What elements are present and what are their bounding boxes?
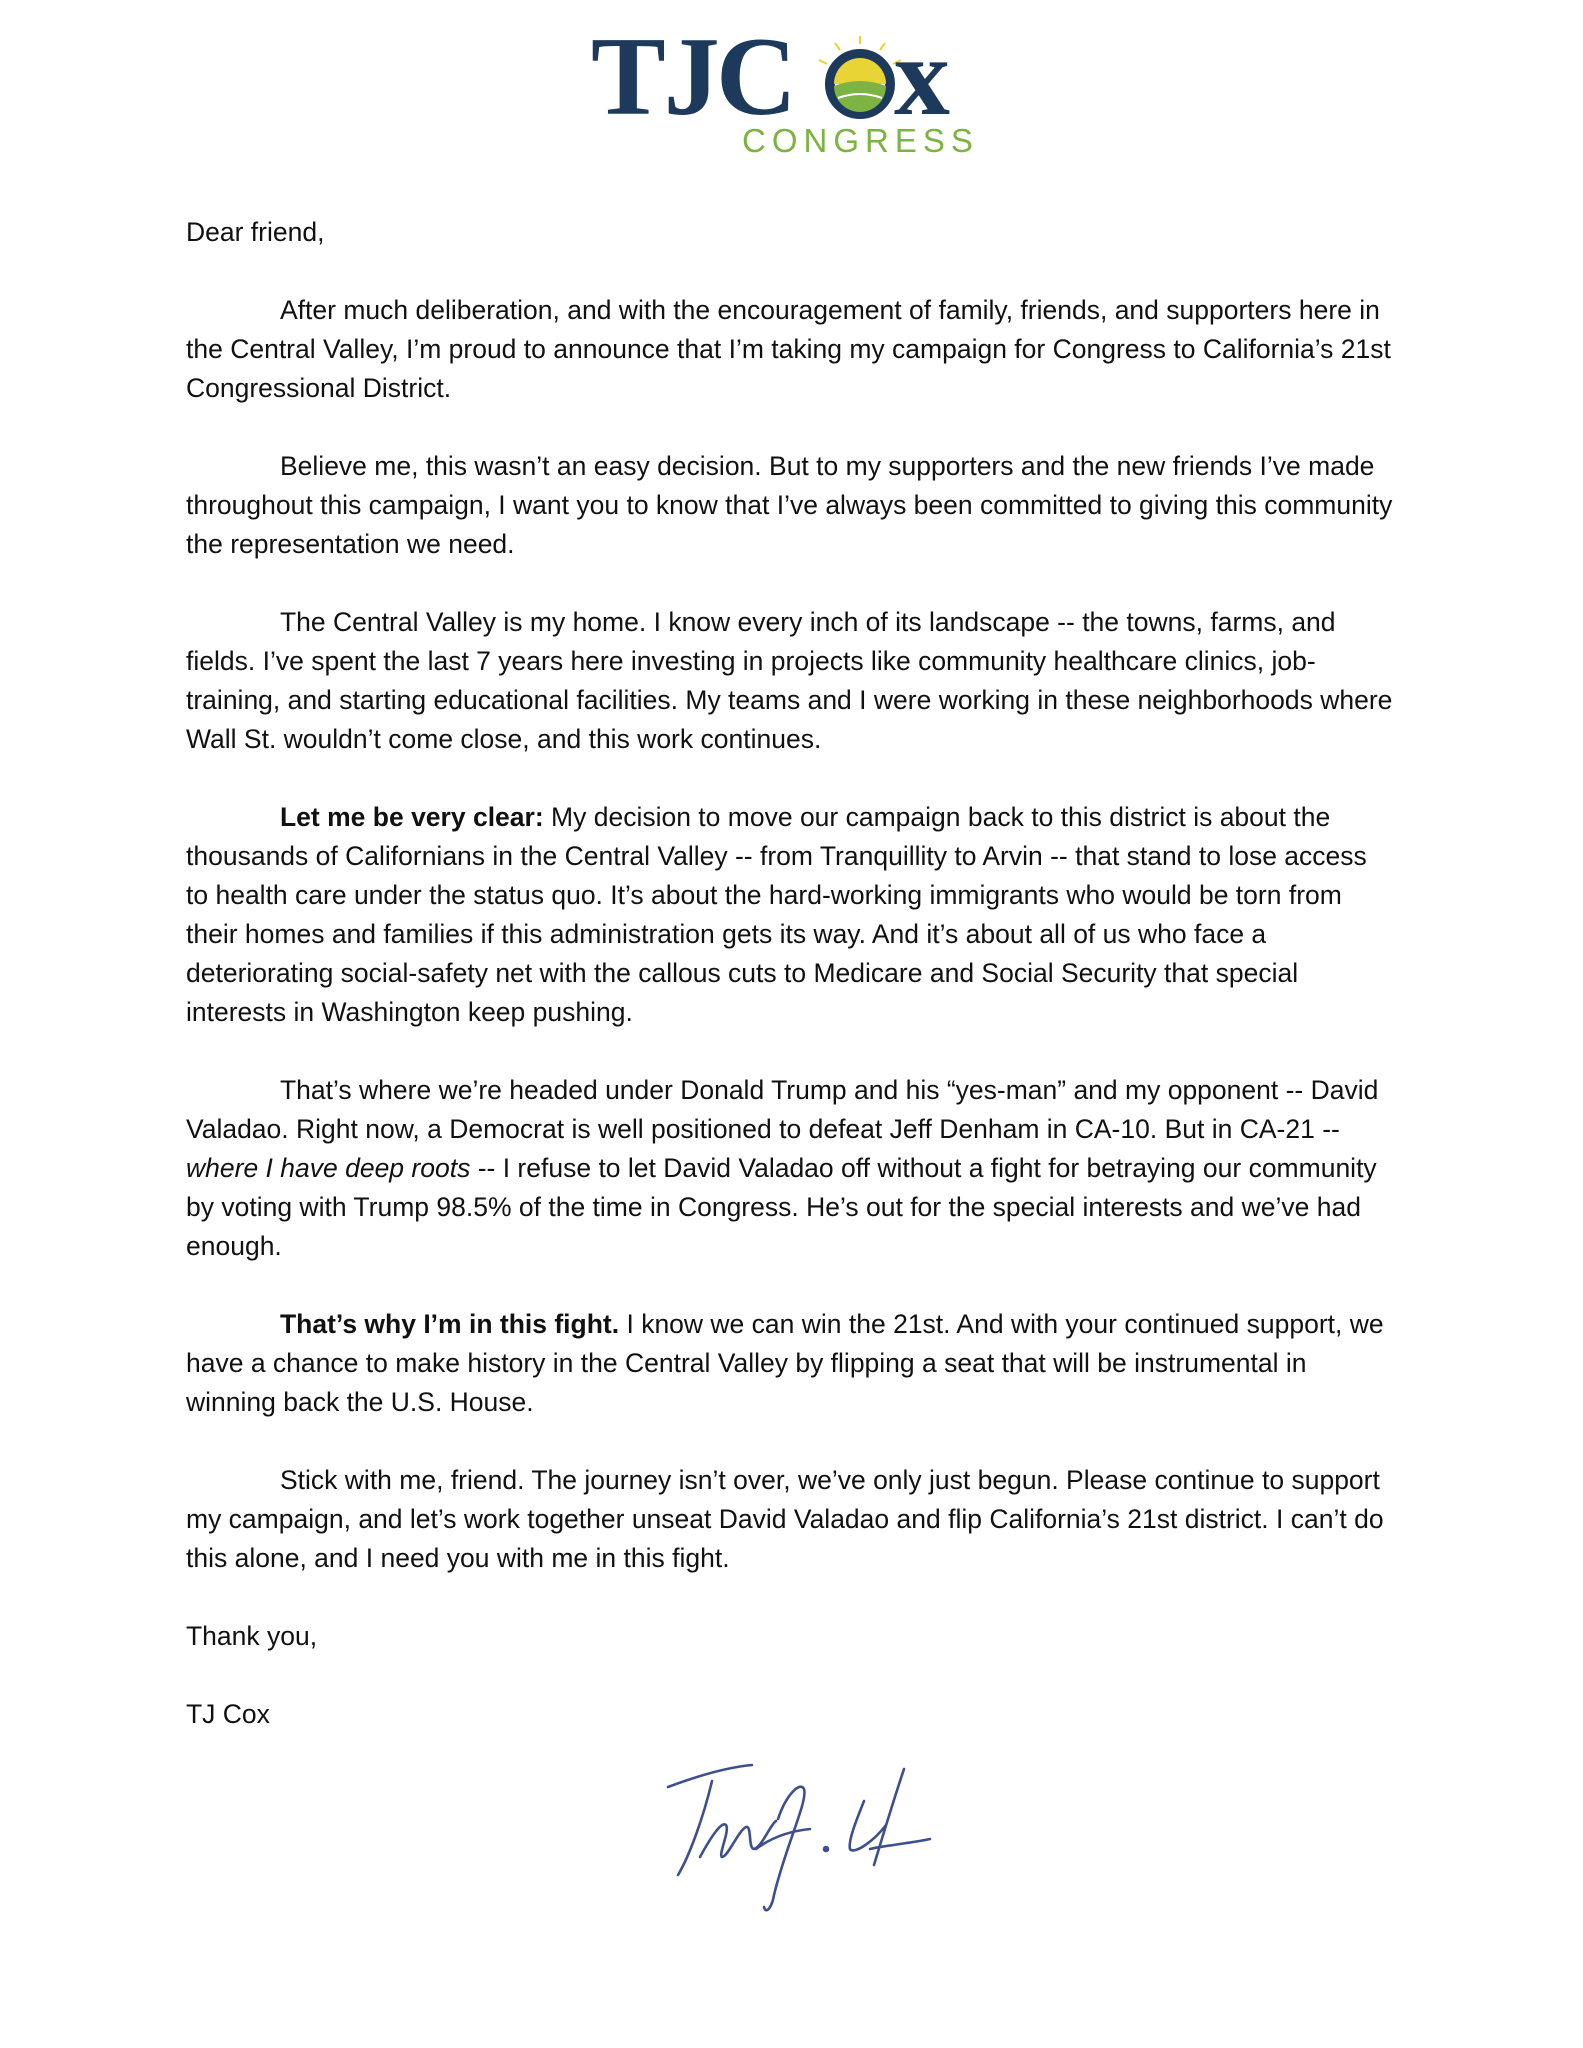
paragraph-6 (186, 1305, 1396, 1422)
signer-name: TJ Cox (186, 1699, 270, 1729)
paragraph-4 (186, 798, 1396, 1032)
paragraph-7: Stick with me, friend. The journey isn’t over, we’ve only just begun. Please continue to support my campaign, and let’s work together unseat David Valadao and flip California’s 21st district. I can’t do this alone, and I need you with me in this fight. (186, 1465, 1384, 1573)
paragraph-2: Believe me, this wasn’t an easy decision. But to my supporters and the new friends I’ve made throughout this campaign, I want you to know that I’ve always been committed to giving this community the representation we need. (186, 451, 1393, 559)
paragraph-1: After much deliberation, and with the encouragement of family, friends, and supporters here in the Central Valley, I’m proud to announce that I’m taking my campaign for Congress to California’s 21st Congressional District. (186, 295, 1391, 403)
paragraph-5-part-b: -- I refuse to let David Valadao off without a fight for betraying our community by voting with Trump 98.5% of the time in Congress. He’s out for the special interests and we’ve had enough. (186, 1153, 1377, 1261)
paragraph-6-body: I know we can win the 21st. And with your continued support, we have a chance to make history in the Central Valley by flipping a seat that will be instrumental in winning back the U.S. House. (186, 1309, 1384, 1417)
salutation: Dear friend, (186, 217, 325, 247)
paragraph-5-italic: where I have deep roots (186, 1153, 471, 1183)
logo-name-text: TJ (591, 15, 718, 139)
paragraph-6-lead: That’s why I’m in this fight. (280, 1309, 620, 1339)
paragraph-4-body: My decision to move our campaign back to this district is about the thousands of Californians in the Central Valley -- from Tranquillity to Arvin -- that stand to lose access to health care under the status quo. It’s about the hard-working immigrants who would be torn from their homes and families if this administration gets its way. And it’s about all of us who face a deteriorating social-safety net with the callous cuts to Medicare and Social Security that special interests in Washington keep pushing. (186, 802, 1367, 1027)
logo-sub-text: CONGRESS (742, 122, 979, 159)
paragraph-5-part-a: That’s where we’re headed under Donald Trump and his “yes-man” and my opponent -- David Valadao. Right now, a Democrat is well positioned to defeat Jeff Denham in CA-10. But in CA-21 -- (186, 1075, 1379, 1144)
paragraph-3: The Central Valley is my home. I know every inch of its landscape -- the towns, farms, and fields. I’ve spent the last 7 years here investing in projects like community healthcare clinics, job-training, and starting educational facilities. My teams and I were working in these neighborhoods where Wall St. wouldn’t come close, and this work continues. (186, 607, 1393, 754)
sunrise-field-icon (819, 36, 901, 114)
handwritten-signature (660, 1745, 950, 1925)
svg-text:x: x (894, 15, 950, 139)
closing: Thank you, (186, 1621, 318, 1651)
paragraph-4-lead: Let me be very clear: (280, 802, 544, 832)
paragraph-5 (186, 1071, 1396, 1266)
letter-body (186, 213, 1396, 1773)
svg-text:C: C (716, 15, 797, 139)
campaign-logo (586, 14, 1006, 164)
